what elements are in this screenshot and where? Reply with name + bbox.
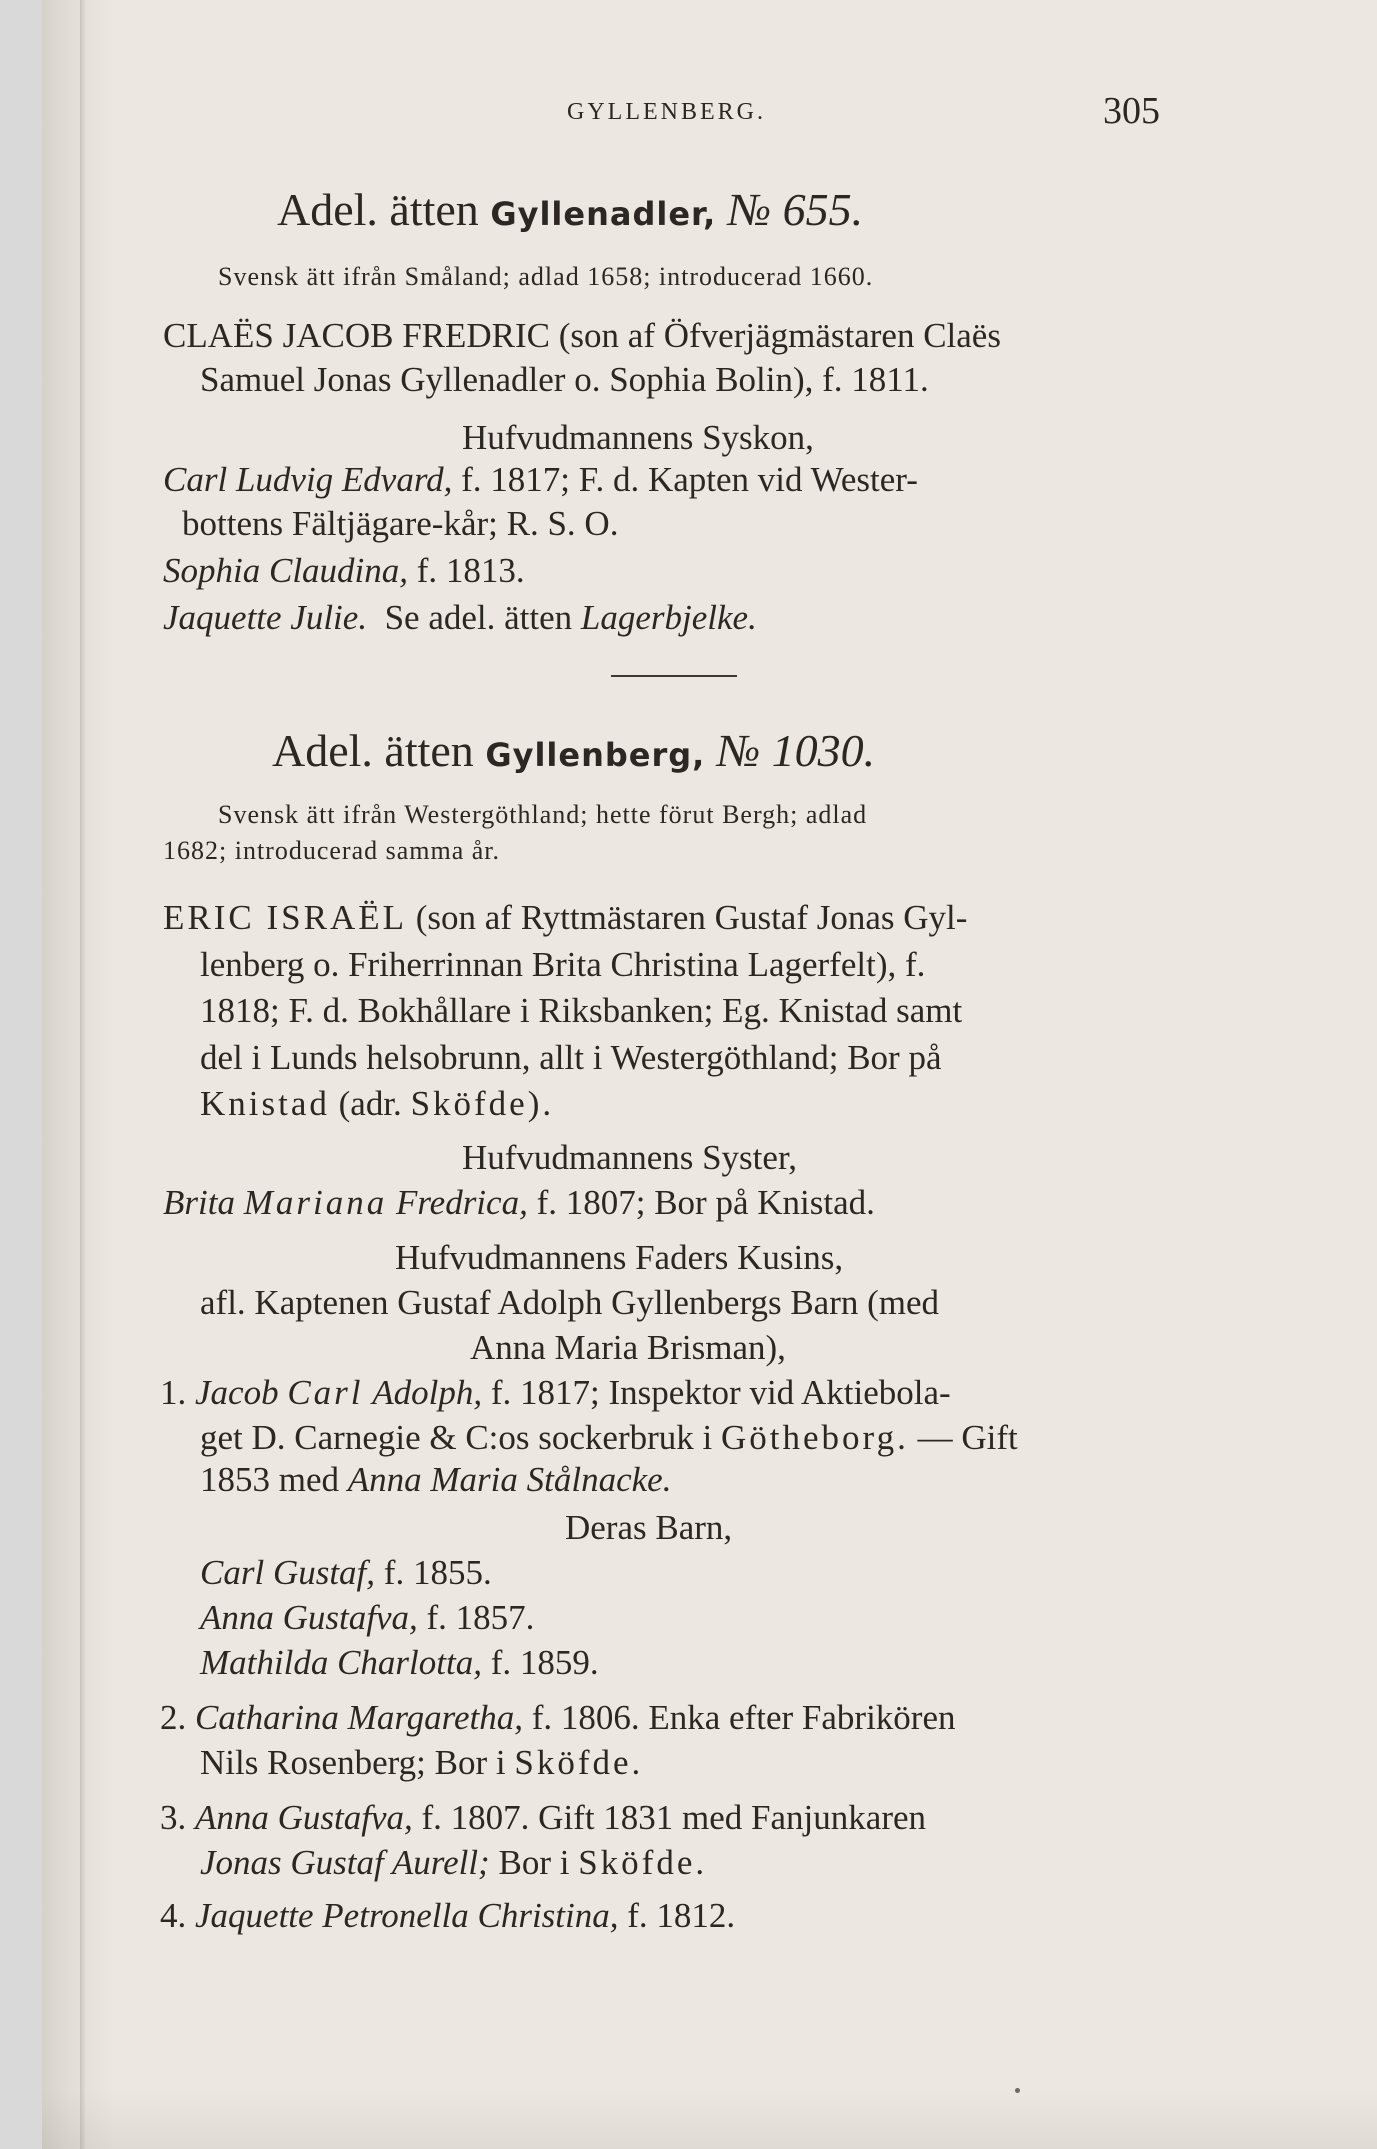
child-2-text: f. 1806. Enka efter Fabrikören [531,1698,956,1737]
child-3-number: 3. [160,1798,187,1837]
sibling-3-ref: Lagerbjelke. [580,598,757,637]
section1-siblings-heading: Hufvudmannens Syskon, [462,418,814,457]
head-line-5-c: Sköfde). [410,1084,555,1123]
child-1-name-c: Adolph, [372,1373,483,1412]
sibling-3-text: Se adel. ätten [384,598,573,637]
cousins-subheading-2: Anna Maria Brisman), [470,1328,786,1367]
running-head-title: GYLLENBERG. [567,99,766,125]
section2-heading [272,725,876,776]
section1-head-line-1: CLAËS JACOB FREDRIC (son af Öfverjägmästaren Claës [163,316,1001,355]
page-bottom-shade [42,2089,1377,2149]
child-3-cont-a: Bor i [498,1843,570,1882]
section2-family-name: Gyllenberg, [485,736,706,774]
child-4-name: Jaquette Petronella Christina, [195,1896,619,1935]
child-3-line-2 [200,1845,707,1880]
child-3-name: Anna Gustafva, [195,1798,413,1837]
section1-origin: Svensk ätt ifrån Småland; adlad 1658; introducerad 1660. [218,262,874,291]
grandchild-1-name: Carl Gustaf, [200,1553,376,1592]
child-4-line-1 [160,1898,735,1933]
section2-head-line-2: lenberg o. Friherrinnan Brita Christina Lagerfelt), f. [200,945,926,984]
child-1-line-2 [200,1420,1018,1455]
sibling-2-name: Sophia Claudina, [163,551,409,590]
grandchild-3 [200,1645,599,1680]
section2-head-line-5 [200,1086,554,1121]
child-1-line-2-a: get D. Carnegie & C:os sockerbruk i [200,1418,713,1457]
sister-name-b: Mariana [243,1183,388,1222]
grandchild-3-name: Mathilda Charlotta, [200,1643,482,1682]
sibling-1-name: Carl Ludvig Edvard, [163,460,453,499]
child-2-cont-b: Sköfde. [514,1743,644,1782]
child-1-number: 1. [160,1373,187,1412]
sister-text: f. 1807; Bor på Knistad. [536,1183,875,1222]
grandchild-2-text: f. 1857. [426,1598,535,1637]
section1-sibling-1 [163,462,918,497]
page-gutter [42,0,112,2149]
section-divider [611,675,737,677]
child-1-line-3 [200,1462,671,1497]
children-heading: Deras Barn, [565,1508,733,1547]
section1-heading-prefix: Adel. ätten [277,184,479,235]
child-1-name-a: Jacob [195,1373,279,1412]
child-2-line-2 [200,1745,643,1780]
gutter-shadow [80,0,86,2149]
sibling-1-cont: bottens Fältjägare-kår; R. S. O. [182,504,619,543]
grandchild-2-name: Anna Gustafva, [200,1598,418,1637]
cousins-heading: Hufvudmannens Faders Kusins, [395,1238,844,1277]
child-2-name: Catharina Margaretha, [195,1698,523,1737]
section2-number: № 1030. [716,725,876,776]
head-line-5-b: (adr. [338,1084,402,1123]
sister-name-c: Fredrica, [395,1183,528,1222]
child-1-text: f. 1817; Inspektor vid Aktiebola- [490,1373,951,1412]
sister-entry [163,1185,875,1220]
child-1-name-b: Carl [287,1373,364,1412]
section1-head-line-2: Samuel Jonas Gyllenadler o. Sophia Bolin), f. 1811. [200,360,929,399]
sibling-1-text: f. 1817; F. d. Kapten vid Wester- [461,460,918,499]
section1-family-name: Gyllenadler, [490,195,717,233]
grandchild-1-text: f. 1855. [383,1553,492,1592]
section2-origin-line-1: Svensk ätt ifrån Westergöthland; hette förut Bergh; adlad [218,800,868,829]
section1-sibling-3 [163,600,757,635]
sibling-2-text: f. 1813. [416,551,525,590]
child-1-line-2-b: Götheborg. [721,1418,909,1457]
section2-head-line-1 [163,900,967,935]
child-2-cont-a: Nils Rosenberg; Bor i [200,1743,506,1782]
cousins-subheading-1: afl. Kaptenen Gustaf Adolph Gyllenbergs Barn (med [200,1283,940,1322]
child-2-line-1 [160,1700,955,1735]
child-3-line-1 [160,1800,926,1835]
section1-sibling-2 [163,553,525,588]
sister-name-a: Brita [163,1183,235,1222]
grandchild-2 [200,1600,534,1635]
child-3-text: f. 1807. Gift 1831 med Fanjunkaren [421,1798,927,1837]
grandchild-1 [200,1555,492,1590]
section2-head-line-4: del i Lunds helsobrunn, allt i Westergöthland; Bor på [200,1038,942,1077]
child-4-text: f. 1812. [627,1896,736,1935]
child-3-spouse: Jonas Gustaf Aurell; [200,1843,490,1882]
section2-head-line-3: 1818; F. d. Bokhållare i Riksbanken; Eg. Knistad samt [200,991,963,1030]
sister-heading: Hufvudmannens Syster, [462,1138,797,1177]
child-1-spouse: Anna Maria Stålnacke. [347,1460,672,1499]
grandchild-3-text: f. 1859. [490,1643,599,1682]
child-4-number: 4. [160,1896,187,1935]
page-number: 305 [1103,90,1160,132]
child-3-cont-b: Sköfde. [578,1843,708,1882]
sibling-3-name: Jaquette Julie. [163,598,368,637]
head-name: ERIC ISRAËL [163,898,407,937]
head-line-1-rest: (son af Ryttmästaren Gustaf Jonas Gyl- [415,898,968,937]
head-line-5-a: Knistad [200,1084,330,1123]
child-1-line-1 [160,1375,951,1410]
section2-origin-line-2: 1682; introducerad samma år. [163,836,501,865]
child-1-line-3-a: 1853 med [200,1460,340,1499]
section1-heading [277,184,864,235]
child-2-number: 2. [160,1698,187,1737]
section2-heading-prefix: Adel. ätten [272,725,474,776]
section1-number: № 655. [727,184,864,235]
child-1-line-2-c: — Gift [917,1418,1018,1457]
